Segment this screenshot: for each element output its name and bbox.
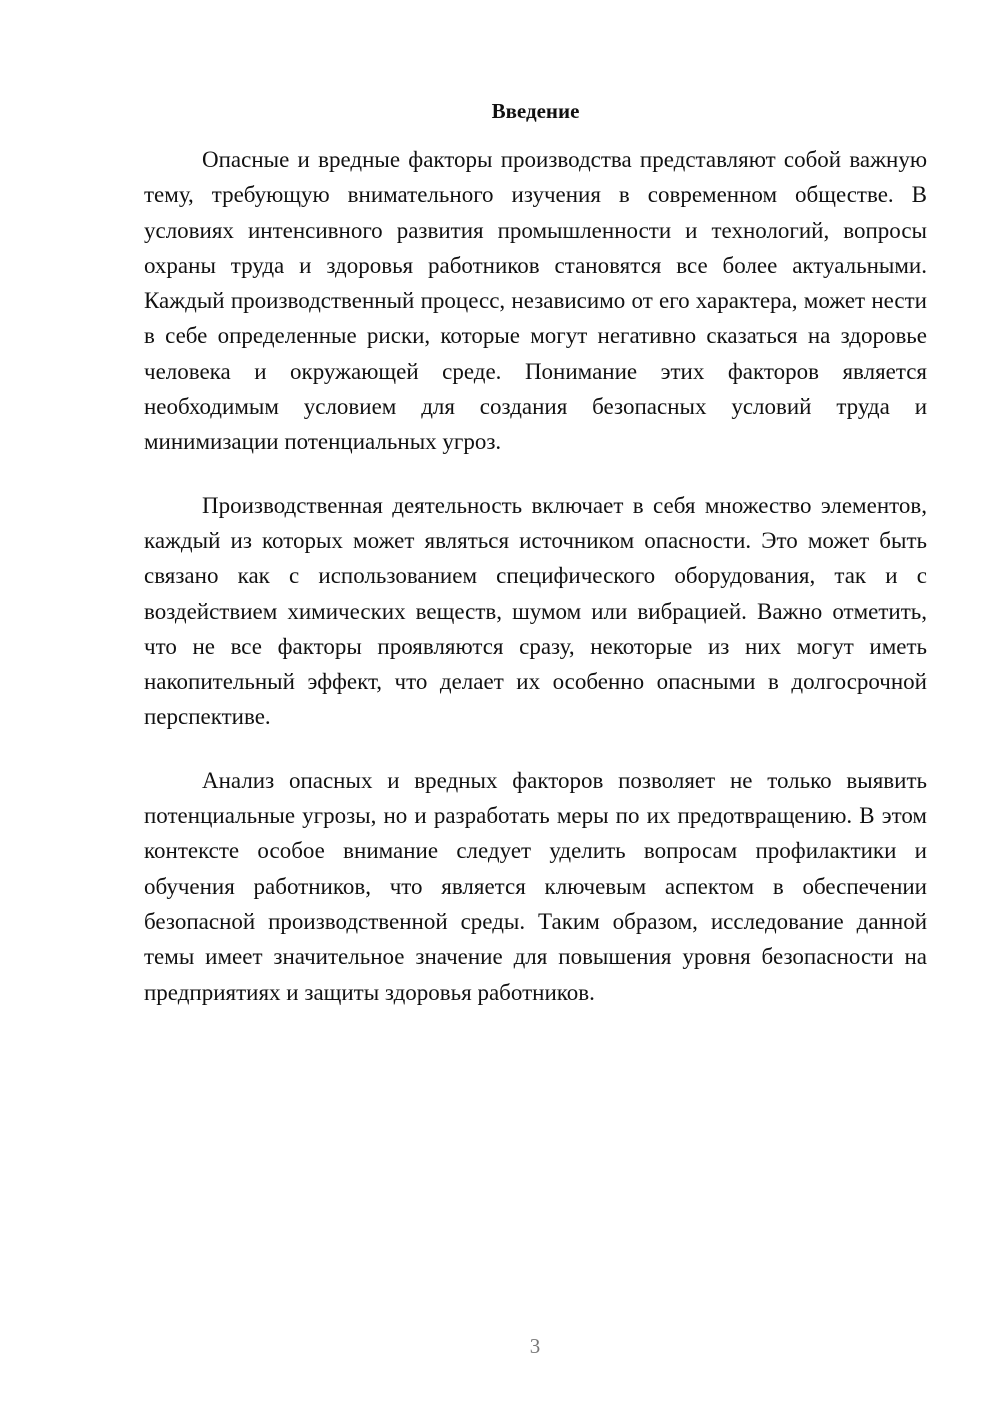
paragraph-3: Анализ опасных и вредных факторов позволяет не только выявить потенциальные угрозы, но и разработать меры по их предотвращению. В этом контексте особое внимание следует уделить вопросам профилактики и обучения работников, что является ключевым аспектом в обеспечении безопасной производственной среды. Таким образом, исследование данной темы имеет значительное значение для повышения уровня безопасности на предприятиях и защиты здоровья работников. bbox=[144, 767, 927, 1005]
page-number: 3 bbox=[529, 1334, 541, 1358]
paragraph-2: Производственная деятельность включает в себя множество элементов, каждый из которых может являться источником опасности. Это может быть связано как с использованием специфического оборудования, так и с воздействием химических веществ, шумом или вибрацией. Важно отметить, что не все факторы проявляются сразу, некоторые из них могут иметь накопительный эффект, что делает их особенно опасными в долгосрочной перспективе. bbox=[144, 492, 927, 730]
section-heading: Введение bbox=[491, 99, 580, 123]
body-text bbox=[144, 142, 927, 1038]
paragraph-1: Опасные и вредные факторы производства представляют собой важную тему, требующую внимательного изучения в современном обществе. В условиях интенсивного развития промышленности и технологий, вопросы охраны труда и здоровья работников становятся все более актуальными. Каждый производственный процесс, независимо от его характера, может нести в себе определенные риски, которые могут негативно сказаться на здоровье человека и окружающей среде. Понимание этих факторов является необходимым условием для создания безопасных условий труда и минимизации потенциальных угроз. bbox=[144, 147, 927, 455]
